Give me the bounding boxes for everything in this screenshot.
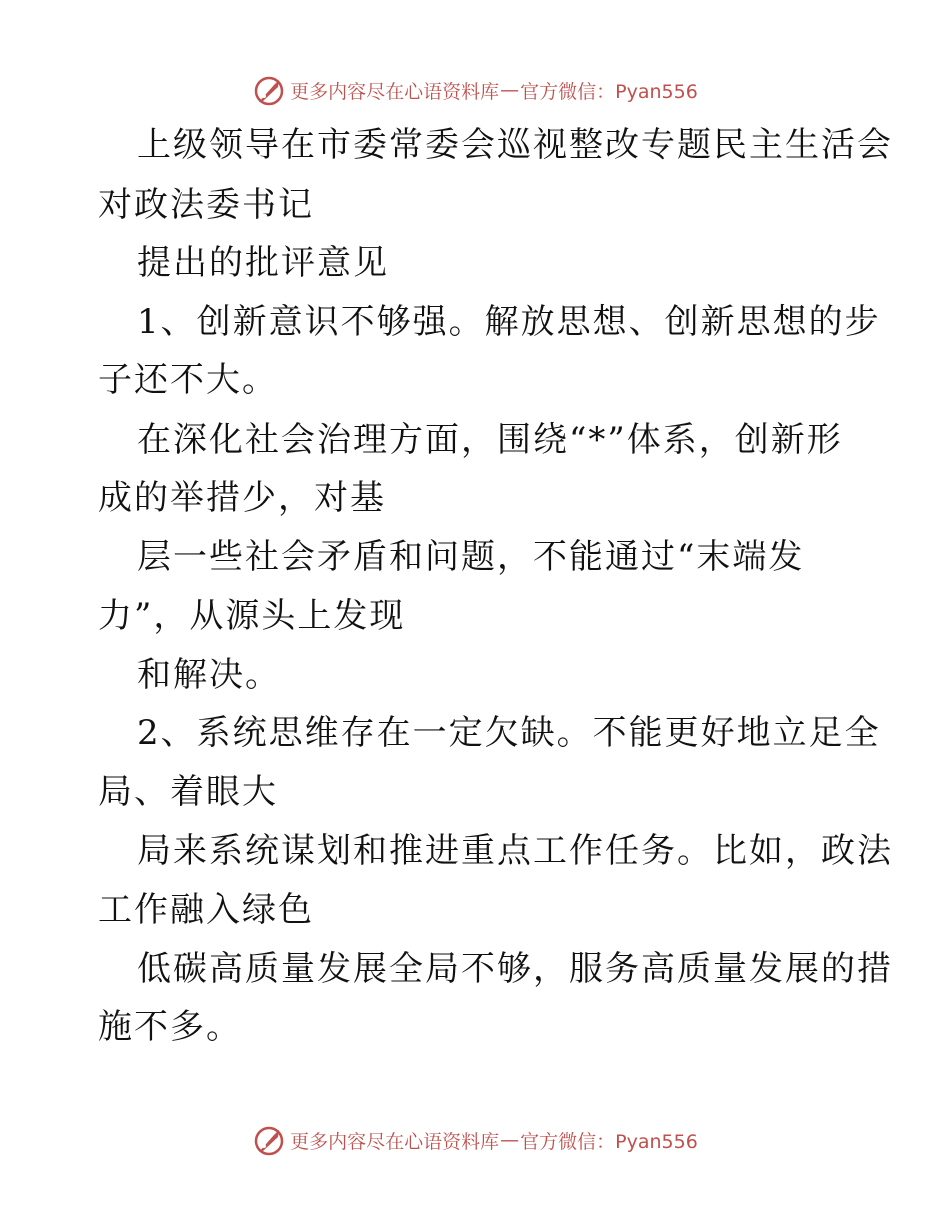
watermark-brand: 更多内容尽在心语资料库 bbox=[290, 1130, 500, 1153]
paragraph-line: 成的举措少，对基 bbox=[98, 478, 386, 518]
paragraph-line: 局、着眼大 bbox=[98, 772, 278, 812]
header-watermark bbox=[0, 70, 950, 110]
paragraph-line: 施不多。 bbox=[98, 1007, 242, 1047]
footer-watermark bbox=[0, 1120, 950, 1160]
document-title-line-1: 上级领导在市委常委会巡视整改专题民主生活会 bbox=[137, 125, 893, 165]
paragraph-line: 2、系统思维存在一定欠缺。不能更好地立足全 bbox=[137, 713, 881, 753]
document-title-line-2: 对政法委书记 bbox=[98, 185, 314, 225]
paragraph-line: 1、创新意识不够强。解放思想、创新思想的步 bbox=[137, 302, 881, 342]
document-subtitle: 提出的批评意见 bbox=[137, 243, 389, 283]
paragraph-line: 子还不大。 bbox=[98, 360, 278, 400]
watermark-dash: — bbox=[500, 79, 520, 101]
paragraph-line: 工作融入绿色 bbox=[98, 890, 314, 930]
watermark-contact: 官方微信：Pyan556 bbox=[520, 1130, 698, 1153]
watermark-dash: — bbox=[500, 1129, 520, 1151]
pen-nib-logo-icon bbox=[252, 73, 286, 107]
paragraph-line: 力”，从源头上发现 bbox=[98, 596, 406, 636]
paragraph-line: 在深化社会治理方面，围绕“*”体系，创新形 bbox=[137, 420, 843, 460]
paragraph-line: 和解决。 bbox=[137, 655, 281, 695]
watermark-brand: 更多内容尽在心语资料库 bbox=[290, 80, 500, 103]
watermark-contact: 官方微信：Pyan556 bbox=[520, 80, 698, 103]
paragraph-line: 低碳高质量发展全局不够，服务高质量发展的措 bbox=[137, 949, 893, 989]
paragraph-line: 层一些社会矛盾和问题，不能通过“末端发 bbox=[137, 537, 805, 577]
pen-nib-logo-icon bbox=[252, 1123, 286, 1157]
paragraph-line: 局来系统谋划和推进重点工作任务。比如，政法 bbox=[137, 831, 893, 871]
